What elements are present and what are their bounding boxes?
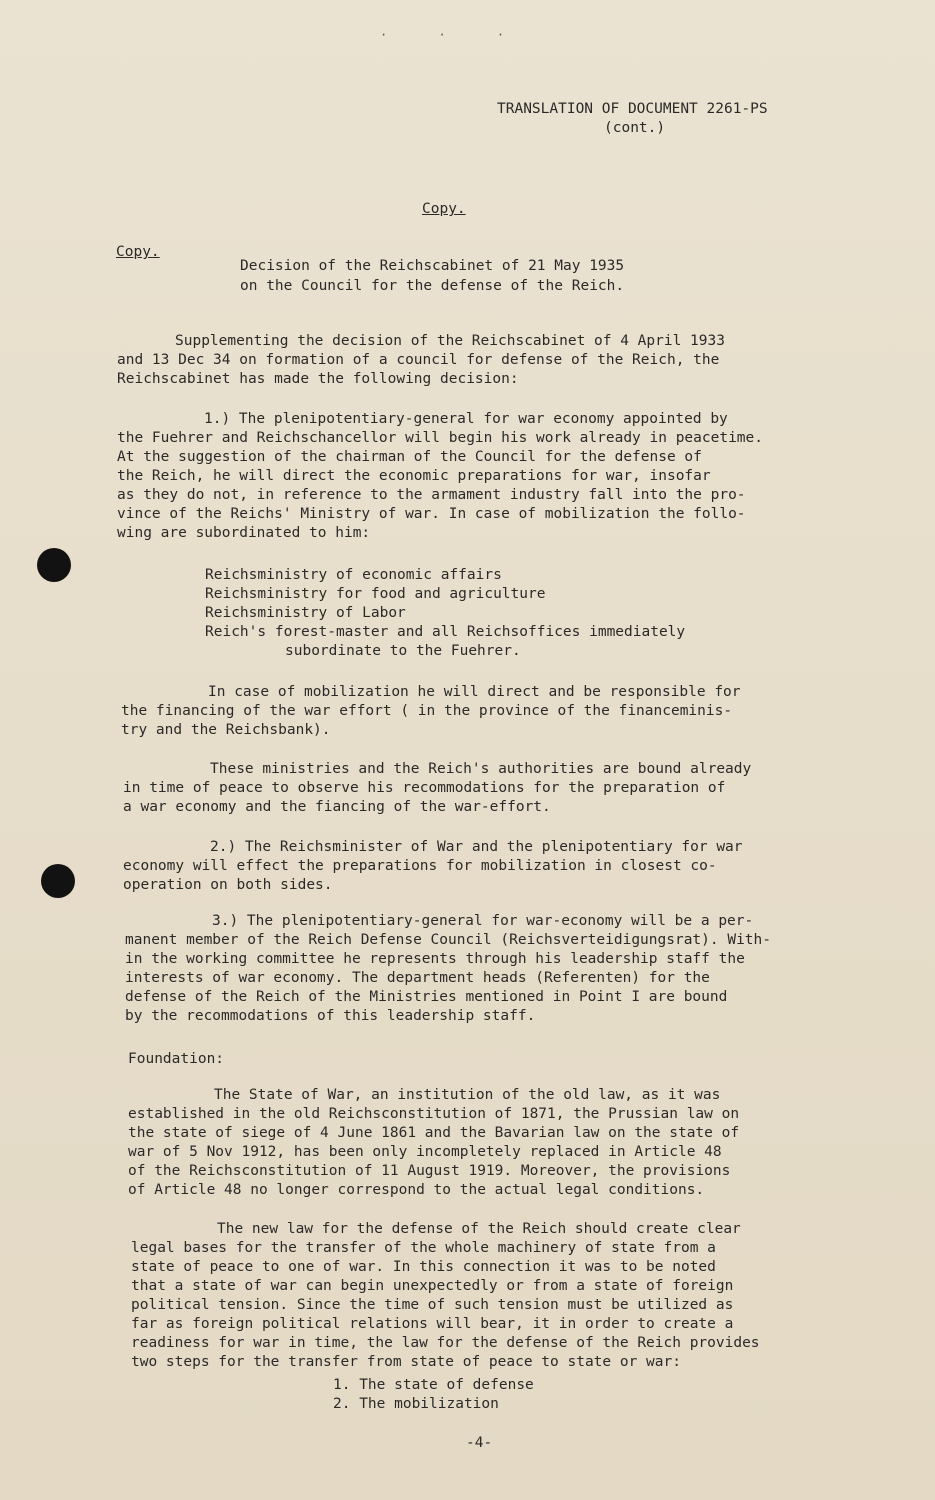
copy-heading-center: Copy.: [422, 201, 466, 217]
list-item-continuation: subordinate to the Fuehrer.: [285, 643, 521, 659]
paragraph-new-law: The new law for the defense of the Reich should create clear legal bases for the transfer of the whole machinery of state from a state of peace to one of war. In this connection it was to be noted that a state of war can begin unexpectedly or from a state of foreign political tension. Since the time of such tension must be utilized as far as foreign political relations will bear, it in order to create a readiness for war in time, the law for the defense of the Reich provides two steps for the transfer from state of peace to state or war:: [131, 1221, 760, 1370]
foundation-heading: Foundation:: [128, 1051, 225, 1067]
list-item: Reichsministry of economic affairs: [205, 567, 502, 583]
paragraph-point-2: 2.) The Reichsminister of War and the plenipotentiary for war economy will effect the preparations for mobilization in closest co- operation on both sides.: [123, 839, 743, 893]
paragraph-financing: In case of mobilization he will direct and be responsible for the financing of the war effort ( in the province of the financeminis- try and the Reichsbank).: [121, 684, 741, 738]
header-subtitle: (cont.): [604, 120, 666, 136]
decision-title-line-1: Decision of the Reichscabinet of 21 May 1935: [240, 258, 625, 274]
steps-list: [333, 1376, 534, 1414]
copy-heading-left: Copy.: [116, 244, 160, 260]
list-item: Reichsministry for food and agriculture: [205, 586, 546, 602]
paragraph-state-of-war: The State of War, an institution of the old law, as it was established in the old Reichsconstitution of 1871, the Prussian law on the state of siege of 4 June 1861 and the Bavarian law on the state of war of 5 Nov 1912, has been only incompletely replaced in Article 48 of the Reichsconstitution of 11 August 1919. Moreover, the provisions of Article 48 no longer correspond to the actual legal conditions.: [128, 1087, 740, 1198]
list-item: 1. The state of defense: [333, 1377, 534, 1393]
paragraph-point-3: 3.) The plenipotentiary-general for war-economy will be a per- manent member of the Reich Defense Council (Reichsverteidigungsrat). With- in the working committee he represents through his leadership staff the interests of war economy. The department heads (Referenten) for the defense of the Reich of the Ministries mentioned in Point I are bound by the recommodations of this leadership staff.: [125, 913, 772, 1024]
punch-hole: [37, 548, 71, 582]
paragraph-ministries: These ministries and the Reich's authorities are bound already in time of peace to observe his recommodations for the preparation of a war economy and the fiancing of the war-effort.: [123, 761, 752, 815]
page-number: -4-: [466, 1435, 493, 1451]
document-header: [497, 100, 768, 138]
list-item: Reichsministry of Labor: [205, 605, 406, 621]
list-item: 2. The mobilization: [333, 1396, 499, 1412]
list-item: Reich's forest-master and all Reichsoffices immediately: [205, 624, 686, 640]
subordinate-list: [205, 566, 685, 661]
header-title: TRANSLATION OF DOCUMENT 2261-PS: [497, 101, 768, 117]
decision-title-line-2: on the Council for the defense of the Reich.: [240, 278, 625, 294]
punch-hole: [41, 864, 75, 898]
decision-title: [240, 256, 624, 296]
paragraph-point-1: 1.) The plenipotentiary-general for war economy appointed by the Fuehrer and Reichschancellor will begin his work already in peacetime. At the suggestion of the chairman of the Council for the defense of the Reich, he will direct the economic preparations for war, insofar as they do not, in reference to the armament industry fall into the pro- vince of the Reichs' Ministry of war. In case of mobilization the follo- wing are subordinated to him:: [117, 411, 764, 541]
paragraph-intro: Supplementing the decision of the Reichscabinet of 4 April 1933 and 13 Dec 34 on formation of a council for defense of the Reich, the Reichscabinet has made the following decision:: [117, 333, 725, 387]
scan-specks: · · ·: [380, 28, 527, 42]
